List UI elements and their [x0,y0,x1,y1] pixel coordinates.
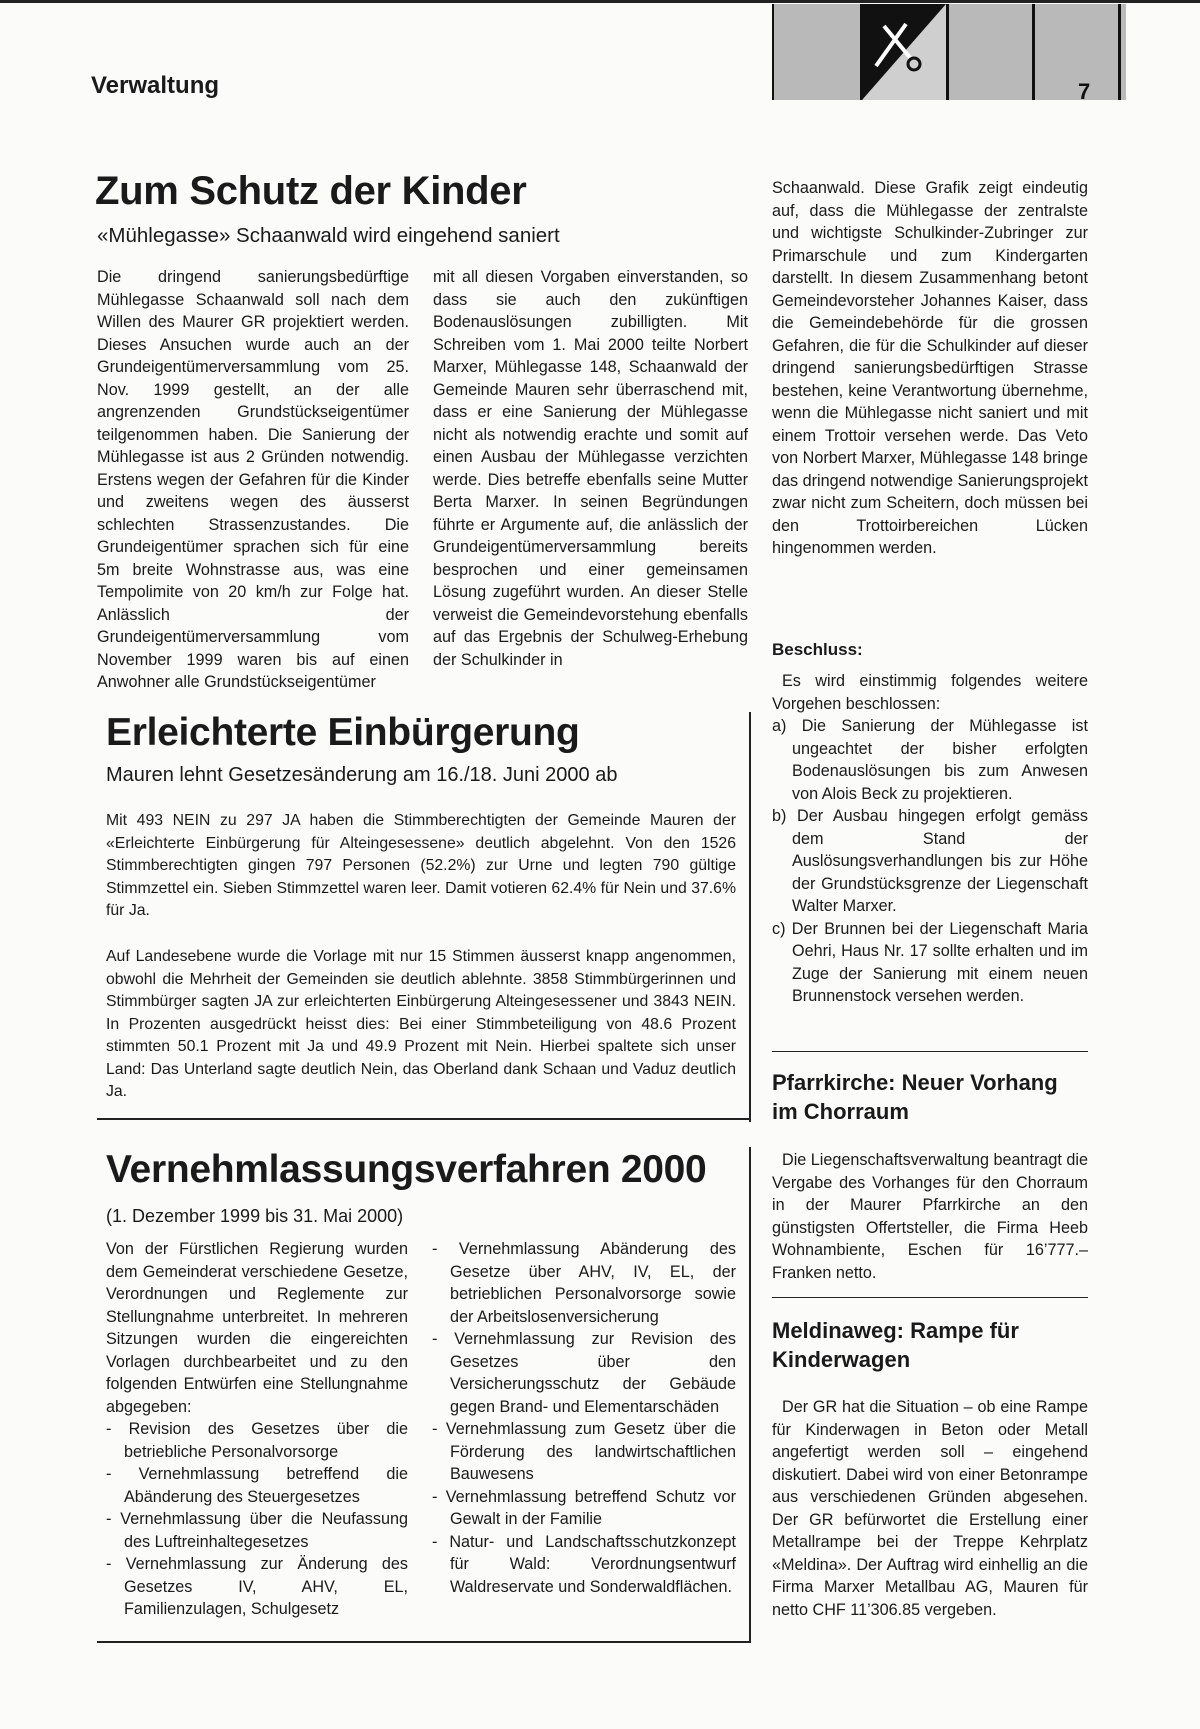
article-subtitle: «Mühlegasse» Schaanwald wird eingehend saniert [97,224,560,247]
article1-column-1: Die dringend sanierungsbedürftige Mühlegasse Schaanwald soll nach dem Willen des Maurer GR projektiert werden. Dieses Ansuchen wurde auch an der Grundeigentümerversammlung vom 25. Nov. 1999 gestellt, an der alle angrenzenden Grundstückseigentümer teilgenommen haben. Die Sanierung der Mühlegasse ist aus 2 Gründen notwendig. Erstens wegen der Gefahren für die Kinder und zweitens wegen des äusserst schlechten Strassenzustandes. Die Grundeigentümer sprachen sich für eine 5m breite Wohnstrasse aus, was eine Tempolimite von 20 km/h zur Folge hat. Anlässlich der Grundeigentümerversammlung vom November 1999 waren bis auf einen Anwohner alle Grundstückseigentümer [97,268,409,691]
box-rule-bottom [97,1641,750,1643]
article5-body: Der GR hat die Situation – ob eine Rampe für Kinderwagen in Beton oder Metall angefertigt werden soll – eingehend diskutiert. Dabei wird von einer Betonrampe aus verschiedenen Gründen abgesehen. Der GR befürwortet die Erstellung einer Metallrampe bei der Treppe Kehrplatz «Meldina». Der Auftrag wird einhellig an die Firma Marxer Metallbau AG, Mauren für netto CHF 11’306.85 vergeben. [772,1398,1088,1619]
article2-subtitle: Mauren lehnt Gesetzesänderung am 16./18. Juni 2000 ab [106,764,618,786]
box-rule-right [749,712,751,1122]
article3-subtitle: (1. Dezember 1999 bis 31. Mai 2000) [106,1206,404,1226]
list-item: - Vernehmlassung zum Gesetz über die Förderung des landwirtschaftlichen Bauwesens [432,1420,736,1483]
page-number: 7 [1078,79,1091,104]
beschluss-heading: Beschluss: [772,640,863,659]
section-label: Verwaltung [91,72,220,99]
separator [772,1297,1088,1298]
article3-column-1 [106,1238,408,1621]
list-item: - Vernehmlassung betreffend die Abänderung des Steuergesetzes [106,1465,408,1506]
article4-body: Die Liegenschaftsverwaltung beantragt die Vergabe des Vorhanges für den Chorraum in der Maurer Pfarrkirche an den günstigsten Offertsteller, die Firma Heeb Wohnambiente, Eschen für 16’777.– Franken netto. [772,1151,1088,1282]
article2-paragraph-2: Auf Landesebene wurde die Vorlage mit nur 15 Stimmen äusserst knapp angenommen, obwohl die Mehrheit der Gemeinden sie deutlich ablehnte. 3858 Stimmbürgerinnen und Stimmbürger sagten JA zur erleichterten Einbürgerung Alteingesessener und 3843 NEIN. In Prozenten ausgedrückt heisst dies: Bei einer Stimmbeteiligung von 48.6 Prozent stimmten 50.1 Prozent mit Ja und 49.9 Prozent mit Nein. Hierbei spaltete sich unser Land: Das Unterland sagte deutlich Nein, das Oberland dank Schaan und Vaduz deutlich Ja. [106,948,736,1100]
beschluss-block [772,670,1088,1008]
beschluss-intro: Es wird einstimmig folgendes weitere Vorgehen beschlossen: [772,672,1088,713]
list-item: - Natur- und Landschaftsschutzkonzept für Wald: Verordnungsentwurf Waldreservate und Sonderwaldflächen. [432,1532,736,1596]
beschluss-item: c) Der Brunnen bei der Liegenschaft Maria Oehri, Haus Nr. 17 sollte erhalten und im Zuge der Sanierung mit einem neuen Brunnenstock versehen werden. [772,919,1088,1005]
tab-divider [1118,4,1121,100]
article-title-pfarrkirche: Pfarrkirche: Neuer Vorhang im Chorraum [772,1070,1058,1124]
beschluss-item: b) Der Ausbau hingegen erfolgt gemäss dem Stand der Auslösungsverhandlungen bis zur Höhe der Grundstücksgrenze der Liegenschaft Walter Marxer. [772,807,1088,915]
box-rule-bottom [97,1118,750,1120]
tab-divider [1032,4,1035,100]
article-title-vernehmlassung: Vernehmlassungsverfahren 2000 [106,1148,707,1191]
article-title-einbürgerung: Erleichterte Einbürgerung [106,711,580,754]
list-item: - Vernehmlassung zur Änderung des Gesetzes IV, AHV, EL, Familienzulagen, Schulgesetz [106,1555,408,1618]
article-title-mühlegasse: Zum Schutz der Kinder [95,169,527,213]
article2-paragraph-1: Mit 493 NEIN zu 297 JA haben die Stimmberechtigten der Gemeinde Mauren der «Erleichterte Einbürgerung für Alteingesessene» deutlich abgelehnt. Von den 1526 Stimmberechtigten gingen 797 Personen (52.2%) zur Urne und legten 790 gültige Stimmzettel ein. Sieben Stimmzettel waren leer. Damit votieren 62.4% für Nein und 37.6% für Ja. [106,812,736,919]
tab-divider [946,4,949,100]
header-tab-strip [772,4,1126,104]
article1-column-2: mit all diesen Vorgaben einverstanden, so dass sie auch den zukünftigen Bodenauslösungen zubilligten. Mit Schreiben vom 1. Mai 2000 teilte Norbert Marxer, Mühlegasse 148, Schaanwald der Gemeinde Mauren sehr überraschend mit, dass er eine Sanierung der Mühlegasse nicht als notwendig erachte und somit auf einen Ausbau der Mühlegasse verzichten werde. Dies betreffe ebenfalls seine Mutter Berta Marxer. In seinen Begründungen führte er Argumente auf, die anlässlich der Grundeigentümerversammlung bereits besprochen und einer gemeinsamen Lösung zugeführt wurden. An dieser Stelle verweist die Gemeindevorstehung ebenfalls auf das Ergebnis der Schulweg-Erhebung der Schulkinder in [433,268,748,669]
list-item: - Vernehmlassung zur Revision des Gesetzes über den Versicherungsschutz der Gebäude gegen Brand- und Elementarschäden [432,1330,736,1416]
article3-column-2 [432,1238,736,1598]
list-item: - Vernehmlassung über die Neufassung des Luftreinhaltegesetzes [106,1510,408,1551]
article3-intro: Von der Fürstlichen Regierung wurden dem Gemeinderat verschiedene Gesetze, Verordnungen und Reglemente zur Stellungnahme unterbreitet. In mehreren Sitzungen wurden die eingereichten Vorlagen durchbearbeitet und zu den folgenden Entwürfen eine Stellungnahme abgegeben: [106,1240,408,1416]
list-item: - Vernehmlassung betreffend Schutz vor Gewalt in der Familie [432,1487,736,1528]
box-rule-right [749,1147,751,1643]
top-rule [0,0,1200,3]
article-title-meldinaweg: Meldinaweg: Rampe für Kinderwagen [772,1318,1019,1372]
article1-column-3: Schaanwald. Diese Grafik zeigt eindeutig auf, dass die Mühlegasse der zentralste und wichtigste Schulkinder-Zubringer zur Primarschule und zum Kindergarten darstellt. In diesem Zusammenhang betont Gemeindevorsteher Johannes Kaiser, dass die Gemeindebehörde für die grossen Gefahren, die für die Schulkinder auf dieser dringend sanierungsbedürftigen Strasse bestehen, keine Verantwortung übernehme, wenn die Mühlegasse nicht saniert und mit einem Trottoir versehen werde. Das Veto von Norbert Marxer, Mühlegasse 148 bringe das dringend notwendige Sanierungsprojekt zwar nicht zum Scheitern, doch müssen bei den Trottoirbereichen Lücken hingenommen werden. [772,179,1088,557]
separator [772,1051,1088,1052]
list-item: - Revision des Gesetzes über die betriebliche Personalvorsorge [106,1420,408,1461]
beschluss-item: a) Die Sanierung der Mühlegasse ist ungeachtet der bisher erfolgten Bodenauslösungen bis zum Anwesen von Alois Beck zu projektieren. [772,717,1088,803]
hammer-wrench-icon [862,4,946,100]
list-item: - Vernehmlassung Abänderung des Gesetze über AHV, IV, EL, der betrieblichen Personalvorsorge sowie der Arbeitslosenversicherung [432,1240,736,1326]
